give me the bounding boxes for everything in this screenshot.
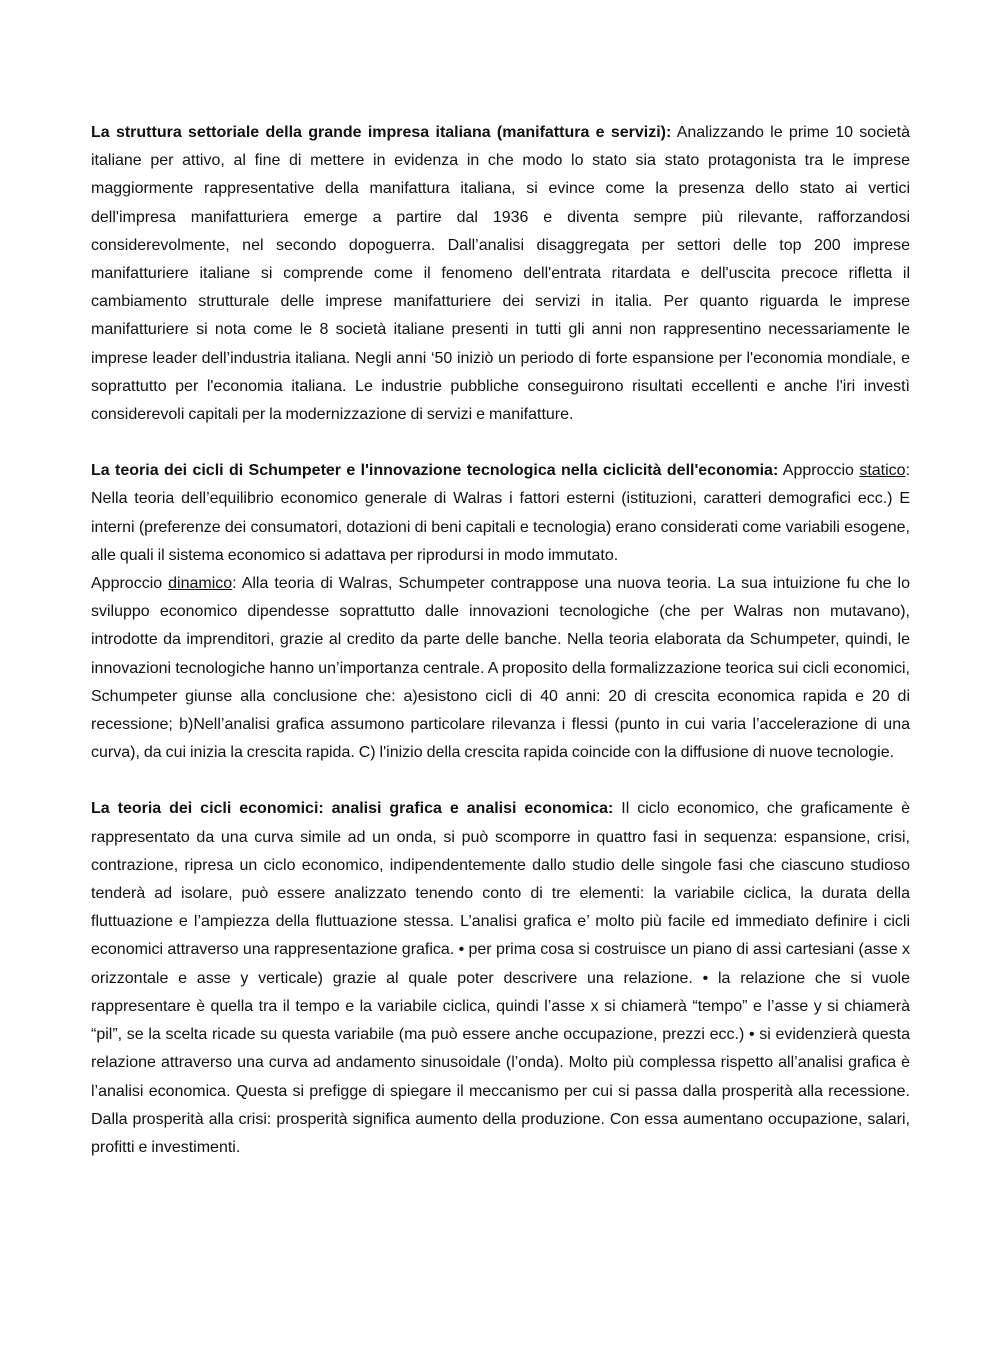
paragraph-text: Analizzando le prime 10 società italiane per attivo, al fine di mettere in evidenza in che modo lo stato sia stato protagonista tra le imprese maggiormente rappresentative della manifattura italiana, si evince come la presenza dello stato ai vertici dell'impresa manifatturiera emerge a partire dal 1936 e diventa sempre più rilevante, rafforzandosi considerevolmente, nel secondo dopoguerra. Dall’analisi disaggregata per settori delle top 200 imprese manifatturiere italiane si comprende come il fenomeno dell'entrata ritardata e dell'uscita precoce rifletta il cambiamento strutturale delle imprese manifatturiere dei servizi in italia. Per quanto riguarda le imprese manifatturiere si nota come le 8 società italiane presenti in tutti gli anni non rappresentino necessariamente le imprese leader dell’industria italiana. Negli anni ‘50 iniziò un periodo di forte espansione per l'economia mondiale, e soprattutto per l'economia italiana. Le industrie pubbliche conseguirono risultati eccellenti e anche l'iri investì considerevoli capitali per la modernizzazione di servizi e manifatture. <box>91 124 910 424</box>
paragraph-approccio-dinamico <box>91 570 910 767</box>
paragraph-text: : Nella teoria dell’equilibrio economico generale di Walras i fattori esterni (istituzioni, caratteri demografici ecc.) E interni (preferenze dei consumatori, dotazioni di beni capitali e tecnologia) erano considerati come variabili esogene, alle quali il sistema economico si adattava per riprodursi in modo immutato. <box>91 462 911 564</box>
paragraph-struttura-settoriale <box>91 119 910 429</box>
paragraph-spacer <box>91 767 910 795</box>
paragraph-text: Il ciclo economico, che graficamente è rappresentato da una curva simile ad un onda, si può scomporre in quattro fasi in sequenza: espansione, crisi, contrazione, ripresa un ciclo economico, indipendentemente dallo studio delle singole fasi che ciascuno studioso tenderà ad isolare, può essere analizzato tenendo conto di tre elementi: la variabile ciclica, la durata della fluttuazione e l’ampiezza della fluttuazione stessa. L’analisi grafica e’ molto più facile ed immediato definire i cicli economici attraverso una rappresentazione grafica. • per prima cosa si costruisce un piano di assi cartesiani (asse x orizzontale e asse y verticale) grazie al quale poter descrivere una relazione. • la relazione che si vuole rappresentare è quella tra il tempo e la variabile ciclica, quindi l’asse x si chiamerà “tempo” e l’asse y si chiamerà “pil”, se la scelta ricade su questa variabile (ma può essere anche occupazione, prezzi ecc.) • si evidenzierà questa relazione attraverso una curva ad andamento sinusoidale (l’onda). Molto più complessa rispetto all’analisi grafica è l’analisi economica. Questa si prefigge di spiegare il meccanismo per cui si passa dalla prosperità alla recessione. Dalla prosperità alla crisi: prosperità significa aumento della produzione. Con essa aumentano occupazione, salari, profitti e investimenti. <box>91 800 910 1156</box>
paragraph-text: Approccio <box>91 575 169 593</box>
document-page <box>91 119 910 1162</box>
paragraph-cicli-economici <box>91 795 910 1162</box>
paragraph-spacer <box>91 429 910 457</box>
term-statico: statico <box>859 462 906 480</box>
paragraph-text: : Alla teoria di Walras, Schumpeter contrappose una nuova teoria. La sua intuizione fu che lo sviluppo economico dipendesse soprattutto dalle innovazioni tecnologiche (che per Walras non mutavano), introdotte da imprenditori, grazie al credito da parte delle banche. Nella teoria elaborata da Schumpeter, quindi, le innovazioni tecnologiche hanno un’importanza centrale. A proposito della formalizzazione teorica sui cicli economici, Schumpeter giunse alla conclusione che: a)esistono cicli di 40 anni: 20 di crescita economica rapida e 20 di recessione; b)Nell’analisi grafica assumono particolare rilevanza i flessi (punto in cui varia l’accelerazione di una curva), da cui inizia la crescita rapida. C) l'inizio della crescita rapida coincide con la diffusione di nuove tecnologie. <box>91 575 911 762</box>
section-heading-schumpeter: La teoria dei cicli di Schumpeter e l'innovazione tecnologica nella ciclicità dell'economia: <box>91 462 779 480</box>
paragraph-text: Approccio <box>778 462 860 480</box>
section-heading-cicli: La teoria dei cicli economici: analisi grafica e analisi economica: <box>91 800 614 818</box>
paragraph-teoria-schumpeter <box>91 457 910 570</box>
term-dinamico: dinamico <box>168 575 233 593</box>
section-heading-struttura: La struttura settoriale della grande impresa italiana (manifattura e servizi): <box>91 124 672 141</box>
